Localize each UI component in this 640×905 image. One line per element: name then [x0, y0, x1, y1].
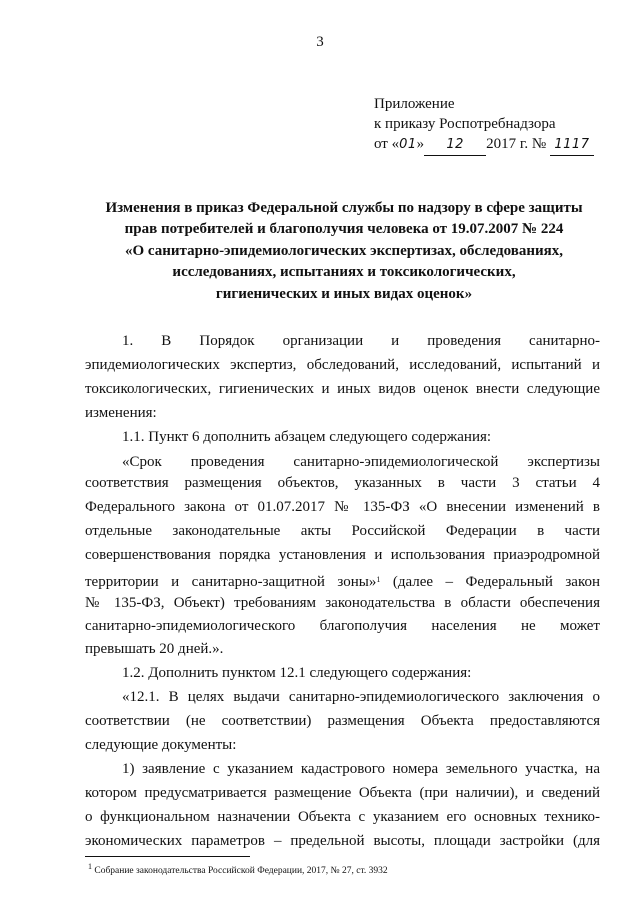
- body-line: совершенствования порядка установления и использования приаэродромной: [85, 547, 600, 563]
- appendix-line2: к приказу Роспотребнадзора: [374, 116, 556, 132]
- body-line: экономических параметров – предельной высоты, площади застройки (для: [85, 833, 600, 849]
- title-line: «О санитарно-эпидемиологических экспертизах, обследованиях,: [124, 242, 563, 259]
- footnote-reference: 1: [376, 575, 381, 584]
- body-line-part: территории и санитарно-защитной зоны»: [85, 574, 377, 590]
- title-line: Изменения в приказ Федеральной службы по надзору в сфере защиты: [105, 200, 583, 216]
- body-line: «12.1. В целях выдачи санитарно-эпидемиологического заключения о: [122, 689, 600, 705]
- appendix-day: 01: [399, 137, 417, 152]
- document-title: [84, 198, 604, 305]
- appendix-year: 2017 г. №: [486, 136, 547, 152]
- body-line: санитарно-эпидемиологического благополучия населения не может: [85, 618, 600, 634]
- body-line: соответствия размещения объектов, указанных в части 3 статьи 4: [85, 475, 600, 491]
- body-line-part: (далее – Федеральный закон: [392, 574, 601, 590]
- body-line: Федерального закона от 01.07.2017 № 135-ФЗ «О внесении изменений в: [85, 499, 600, 515]
- body-line: «Срок проведения санитарно-эпидемиологической экспертизы: [122, 454, 600, 470]
- body-line: эпидемиологических экспертиз, обследований, исследований, испытаний и: [85, 357, 600, 373]
- footnote-divider: [85, 856, 250, 857]
- appendix-month: 12: [424, 135, 486, 156]
- body-line: 1) заявление с указанием кадастрового номера земельного участка, на: [122, 761, 600, 777]
- appendix-quote: »: [416, 136, 425, 152]
- body-line: № 135-ФЗ, Объект) требованиям законодательства в области обеспечения: [85, 595, 600, 611]
- body-line: отдельные законодательные акты Российской Федерации в части: [85, 523, 600, 539]
- body-line: следующие документы:: [85, 737, 237, 753]
- appendix-number: 1117: [550, 135, 594, 156]
- body-line: соответствии (не соответствии) размещения Объекта предоставляются: [85, 713, 600, 729]
- body-line: 1.1. Пункт 6 дополнить абзацем следующего содержания:: [122, 429, 492, 445]
- body-line: 1. В Порядок организации и проведения санитарно-: [122, 333, 600, 349]
- body-line: [85, 570, 600, 592]
- appendix-line1: Приложение: [374, 96, 455, 112]
- body-line: превышать 20 дней.».: [85, 641, 224, 657]
- body-line: котором предусматривается размещение Объекта (при наличии), и сведений: [85, 785, 600, 801]
- body-line: 1.2. Дополнить пунктом 12.1 следующего содержания:: [122, 665, 472, 681]
- title-line: гигиенических и иных видах оценок»: [215, 285, 473, 302]
- page-number: 3: [316, 34, 324, 50]
- appendix-date-line: [374, 134, 594, 156]
- footnote-text: Собрание законодательства Российской Федерации, 2017, № 27, ст. 3932: [94, 866, 388, 876]
- footnote: [88, 862, 388, 876]
- title-line: прав потребителей и благополучия человека от 19.07.2007 № 224: [124, 221, 564, 238]
- body-line: о функциональном назначении Объекта с указанием его основных технико-: [85, 809, 600, 825]
- body-line: изменения:: [85, 405, 157, 421]
- footnote-mark: 1: [88, 862, 92, 871]
- appendix-from: от «: [374, 136, 400, 152]
- body-line: токсикологических, гигиенических и иных видов оценок внести следующие: [85, 381, 600, 397]
- appendix-block: [374, 94, 594, 156]
- title-line: исследованиях, испытаниях и токсикологических,: [172, 264, 516, 281]
